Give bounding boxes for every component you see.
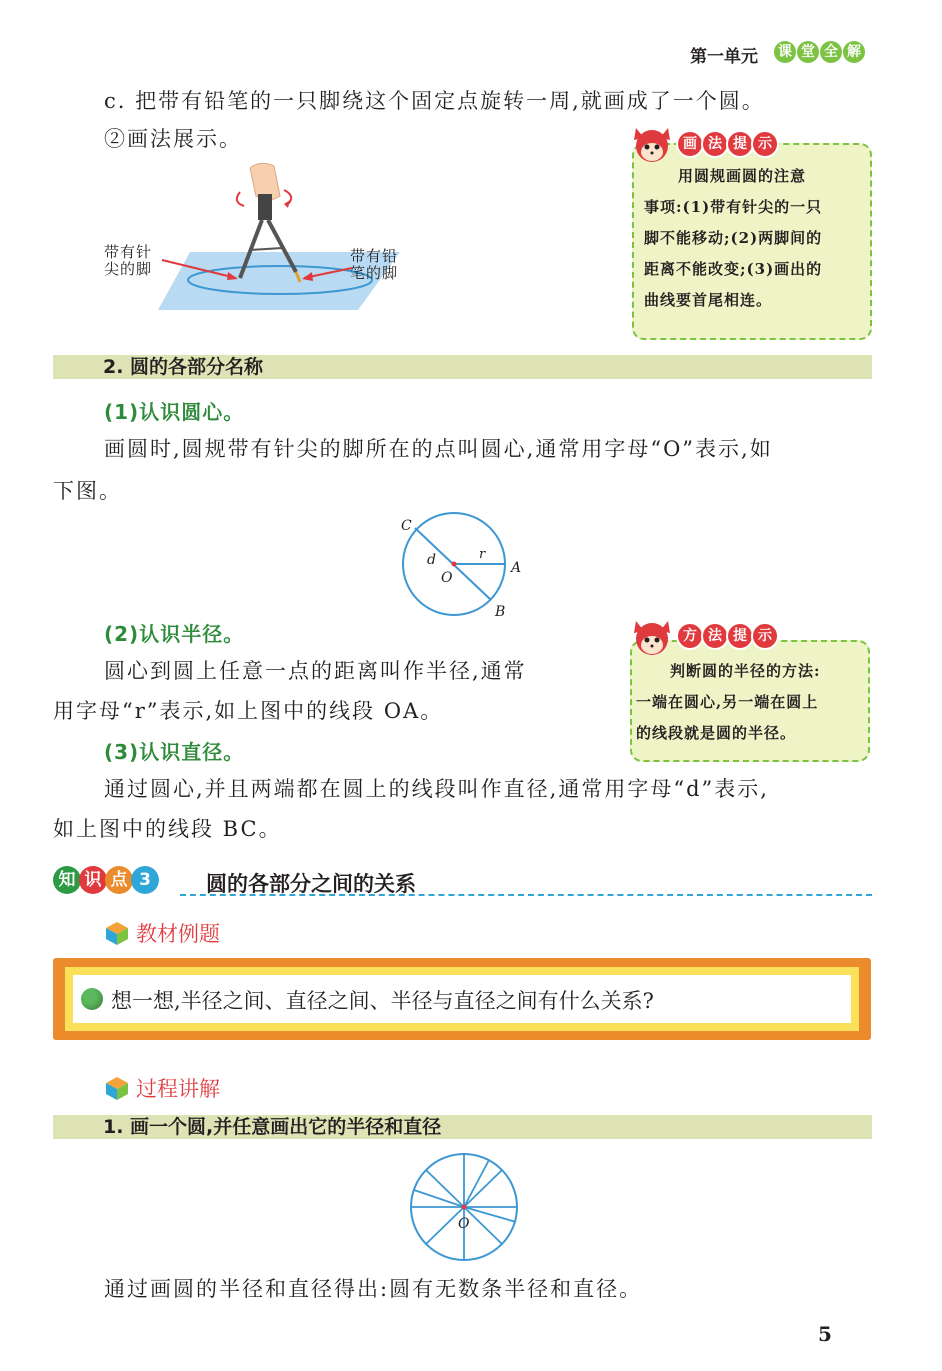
fox-mascot-icon (630, 615, 674, 659)
section-bar-circle-parts (53, 355, 872, 379)
badge-char: 示 (751, 622, 779, 650)
center-text-line2: 下图。 (53, 479, 122, 503)
label-b: B (495, 604, 506, 620)
tip-box-drawing (632, 143, 872, 340)
label-o: O (441, 570, 453, 586)
badge-char: 提 (726, 622, 754, 650)
conclusion-text: 通过画圆的半径和直径得出:圆有无数条半径和直径。 (104, 1277, 643, 1301)
pencil-foot-label: 带有铅 笔的脚 (350, 247, 399, 282)
diameter-text-line2: 如上图中的线段 BC。 (53, 817, 282, 841)
badge-char: 堂 (797, 41, 819, 63)
tip-method-text: 判断圆的半径的方法: 一端在圆心,另一端在圆上 的线段就是圆的半径。 (636, 662, 821, 742)
process-heading: 过程讲解 (136, 1077, 220, 1101)
textbook-example-heading: 教材例题 (136, 922, 220, 946)
page-number: 5 (818, 1322, 832, 1346)
unit-label: 第一单元 (690, 47, 758, 67)
radius-text-line1: 圆心到圆上任意一点的距离叫作半径,通常 (104, 659, 527, 683)
badge-char: 识 (79, 866, 107, 894)
badge-char: 示 (751, 130, 779, 158)
badge-char: 3 (131, 866, 159, 894)
badge-char: 解 (843, 41, 865, 63)
section-bar-draw-radius (53, 1115, 872, 1139)
subheading-radius: (2)认识半径。 (104, 622, 245, 646)
page-header (690, 38, 880, 68)
demo-title: ②画法展示。 (104, 127, 242, 151)
badge-char: 点 (105, 866, 133, 894)
radii-circle-figure (404, 1150, 524, 1262)
compass-figure (100, 160, 410, 315)
badge-char: 方 (676, 622, 704, 650)
step-c-text: c. 把带有铅笔的一只脚绕这个固定点旋转一周,就画成了一个圆。 (104, 89, 765, 113)
rotate-arrow-icon (237, 192, 244, 206)
tip-method-badge (676, 622, 776, 650)
subheading-center: (1)认识圆心。 (104, 400, 245, 424)
label-r: r (479, 547, 486, 562)
label-o: O (458, 1216, 470, 1232)
label-a: A (511, 560, 522, 576)
knowledge-point-title: 圆的各部分之间的关系 (206, 872, 416, 896)
knowledge-point-badge (53, 866, 157, 894)
badge-char: 法 (701, 622, 729, 650)
example-question-box (53, 958, 871, 1040)
badge-char: 知 (53, 866, 81, 894)
lesson-badge (774, 41, 866, 63)
radius-line (464, 1160, 489, 1207)
label-c: C (401, 518, 412, 534)
center-point (462, 1205, 467, 1210)
label-d: d (427, 552, 436, 568)
circle-parts-figure (395, 512, 530, 622)
diameter-text-line1: 通过圆心,并且两端都在圆上的线段叫作直径,通常用字母“d”表示, (104, 777, 769, 801)
example-question-text: 想一想,半径之间、直径之间、半径与直径之间有什么关系? (111, 989, 654, 1013)
badge-char: 课 (774, 41, 796, 63)
compass-illustration (100, 160, 410, 315)
tip-drawing-badge (676, 130, 776, 158)
badge-char: 法 (701, 130, 729, 158)
badge-char: 画 (676, 130, 704, 158)
needle-foot-label: 带有针 尖的脚 (104, 243, 153, 278)
center-point (452, 562, 457, 567)
dashed-underline (180, 894, 872, 896)
fox-mascot-icon (630, 122, 674, 166)
compass-head (258, 194, 272, 220)
center-text-line1: 画圆时,圆规带有针尖的脚所在的点叫圆心,通常用字母“O”表示,如 (104, 437, 773, 461)
section-title: 2. 圆的各部分名称 (103, 356, 264, 378)
cube-icon (104, 920, 130, 946)
radius-text-line2: 用字母“r”表示,如上图中的线段 OA。 (53, 699, 444, 723)
tip-drawing-text: 用圆规画圆的注意 事项:(1)带有针尖的一只 脚不能移动;(2)两脚间的 距离不能改变;(3)画出的 曲线要首尾相连。 (644, 167, 823, 309)
green-dot-icon (81, 988, 103, 1010)
subheading-diameter: (3)认识直径。 (104, 740, 245, 764)
section-title: 1. 画一个圆,并任意画出它的半径和直径 (103, 1116, 442, 1138)
cube-icon (104, 1075, 130, 1101)
badge-char: 全 (820, 41, 842, 63)
badge-char: 提 (726, 130, 754, 158)
